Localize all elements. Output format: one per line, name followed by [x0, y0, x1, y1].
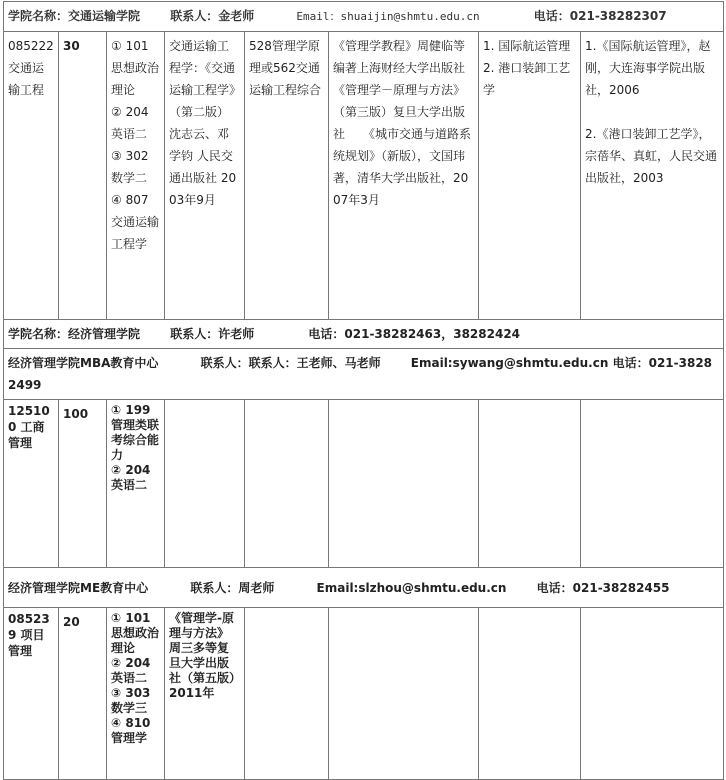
phone: 电话：021-38282307	[533, 9, 667, 23]
exam-subjects: ① 101 思想政治理论 ② 204 英语二 ③ 303 数学三 ④ 810 管理学	[107, 608, 165, 780]
contact-person: 联系人：周老师	[190, 580, 275, 595]
admissions-document	[3, 1, 723, 769]
program-code: 085222 交通运输工程	[4, 32, 59, 320]
enrollment: 100	[59, 400, 107, 568]
section-header-me	[4, 568, 724, 608]
enrollment: 30	[59, 32, 107, 320]
contact-person: 联系人：联系人：王老师、马老师	[200, 356, 381, 370]
extra-test-subject: 1. 国际航运管理 2. 港口装卸工艺学	[479, 32, 581, 320]
college-name: 学院名称：交通运输学院	[8, 9, 141, 23]
table-row	[4, 608, 724, 780]
section-header-transport	[4, 2, 724, 32]
email: Email：shuaijin@shmtu.edu.cn	[296, 10, 480, 23]
reference-book: 《管理学-原理与方法》周三多等复旦大学出版社（第五版）2011年	[165, 608, 245, 780]
table-row	[4, 400, 724, 568]
contact-person: 联系人：金老师	[170, 9, 255, 23]
center-name: 经济管理学院ME教育中心	[8, 580, 149, 595]
exam-subjects: ① 101 思想政治理论 ② 204 英语二 ③ 302 数学二 ④ 807 交通运输工程学	[107, 32, 165, 320]
extra-test-reference: 1.《国际航运管理》，赵刚，大连海事学院出版社，2006 2.《港口装卸工艺学》，宗蓓华、真虹，人民交通出版社，2003	[581, 32, 724, 320]
admissions-table	[3, 1, 724, 780]
enrollment: 20	[59, 608, 107, 780]
retest-subject: 528管理学原理或562交通运输工程综合	[245, 32, 329, 320]
phone: 电话：021-38282463，38282424	[308, 327, 521, 341]
program-code: 085239 项目管理	[4, 608, 59, 780]
email: Email:slzhou@shmtu.edu.cn	[316, 580, 507, 595]
retest-reference: 《管理学教程》周健临等编著上海财经大学出版社 《管理学－原理与方法》（第三版）复旦大学出版社 《城市交通与道路系统规划》（新版），文国玮著，清华大学出版社，2007年3月	[329, 32, 479, 320]
contact-person: 联系人：许老师	[170, 327, 255, 341]
section-header-mba	[4, 349, 724, 400]
reference-book: 交通运输工程学：《交通运输工程学》（第二版）沈志云、邓学钧 人民交通出版社 2003年9月	[165, 32, 245, 320]
exam-subjects: ① 199 管理类联考综合能力 ② 204 英语二	[107, 400, 165, 568]
phone: 电话：021-38282455	[536, 580, 670, 595]
section-header-economics	[4, 320, 724, 349]
phone: 电话：021-38282499	[8, 356, 713, 392]
college-name: 学院名称：经济管理学院	[8, 327, 141, 341]
table-row	[4, 32, 724, 320]
program-code: 125100 工商管理	[4, 400, 59, 568]
center-name: 经济管理学院MBA教育中心	[8, 356, 159, 370]
email: Email:sywang@shmtu.edu.cn	[410, 356, 609, 370]
